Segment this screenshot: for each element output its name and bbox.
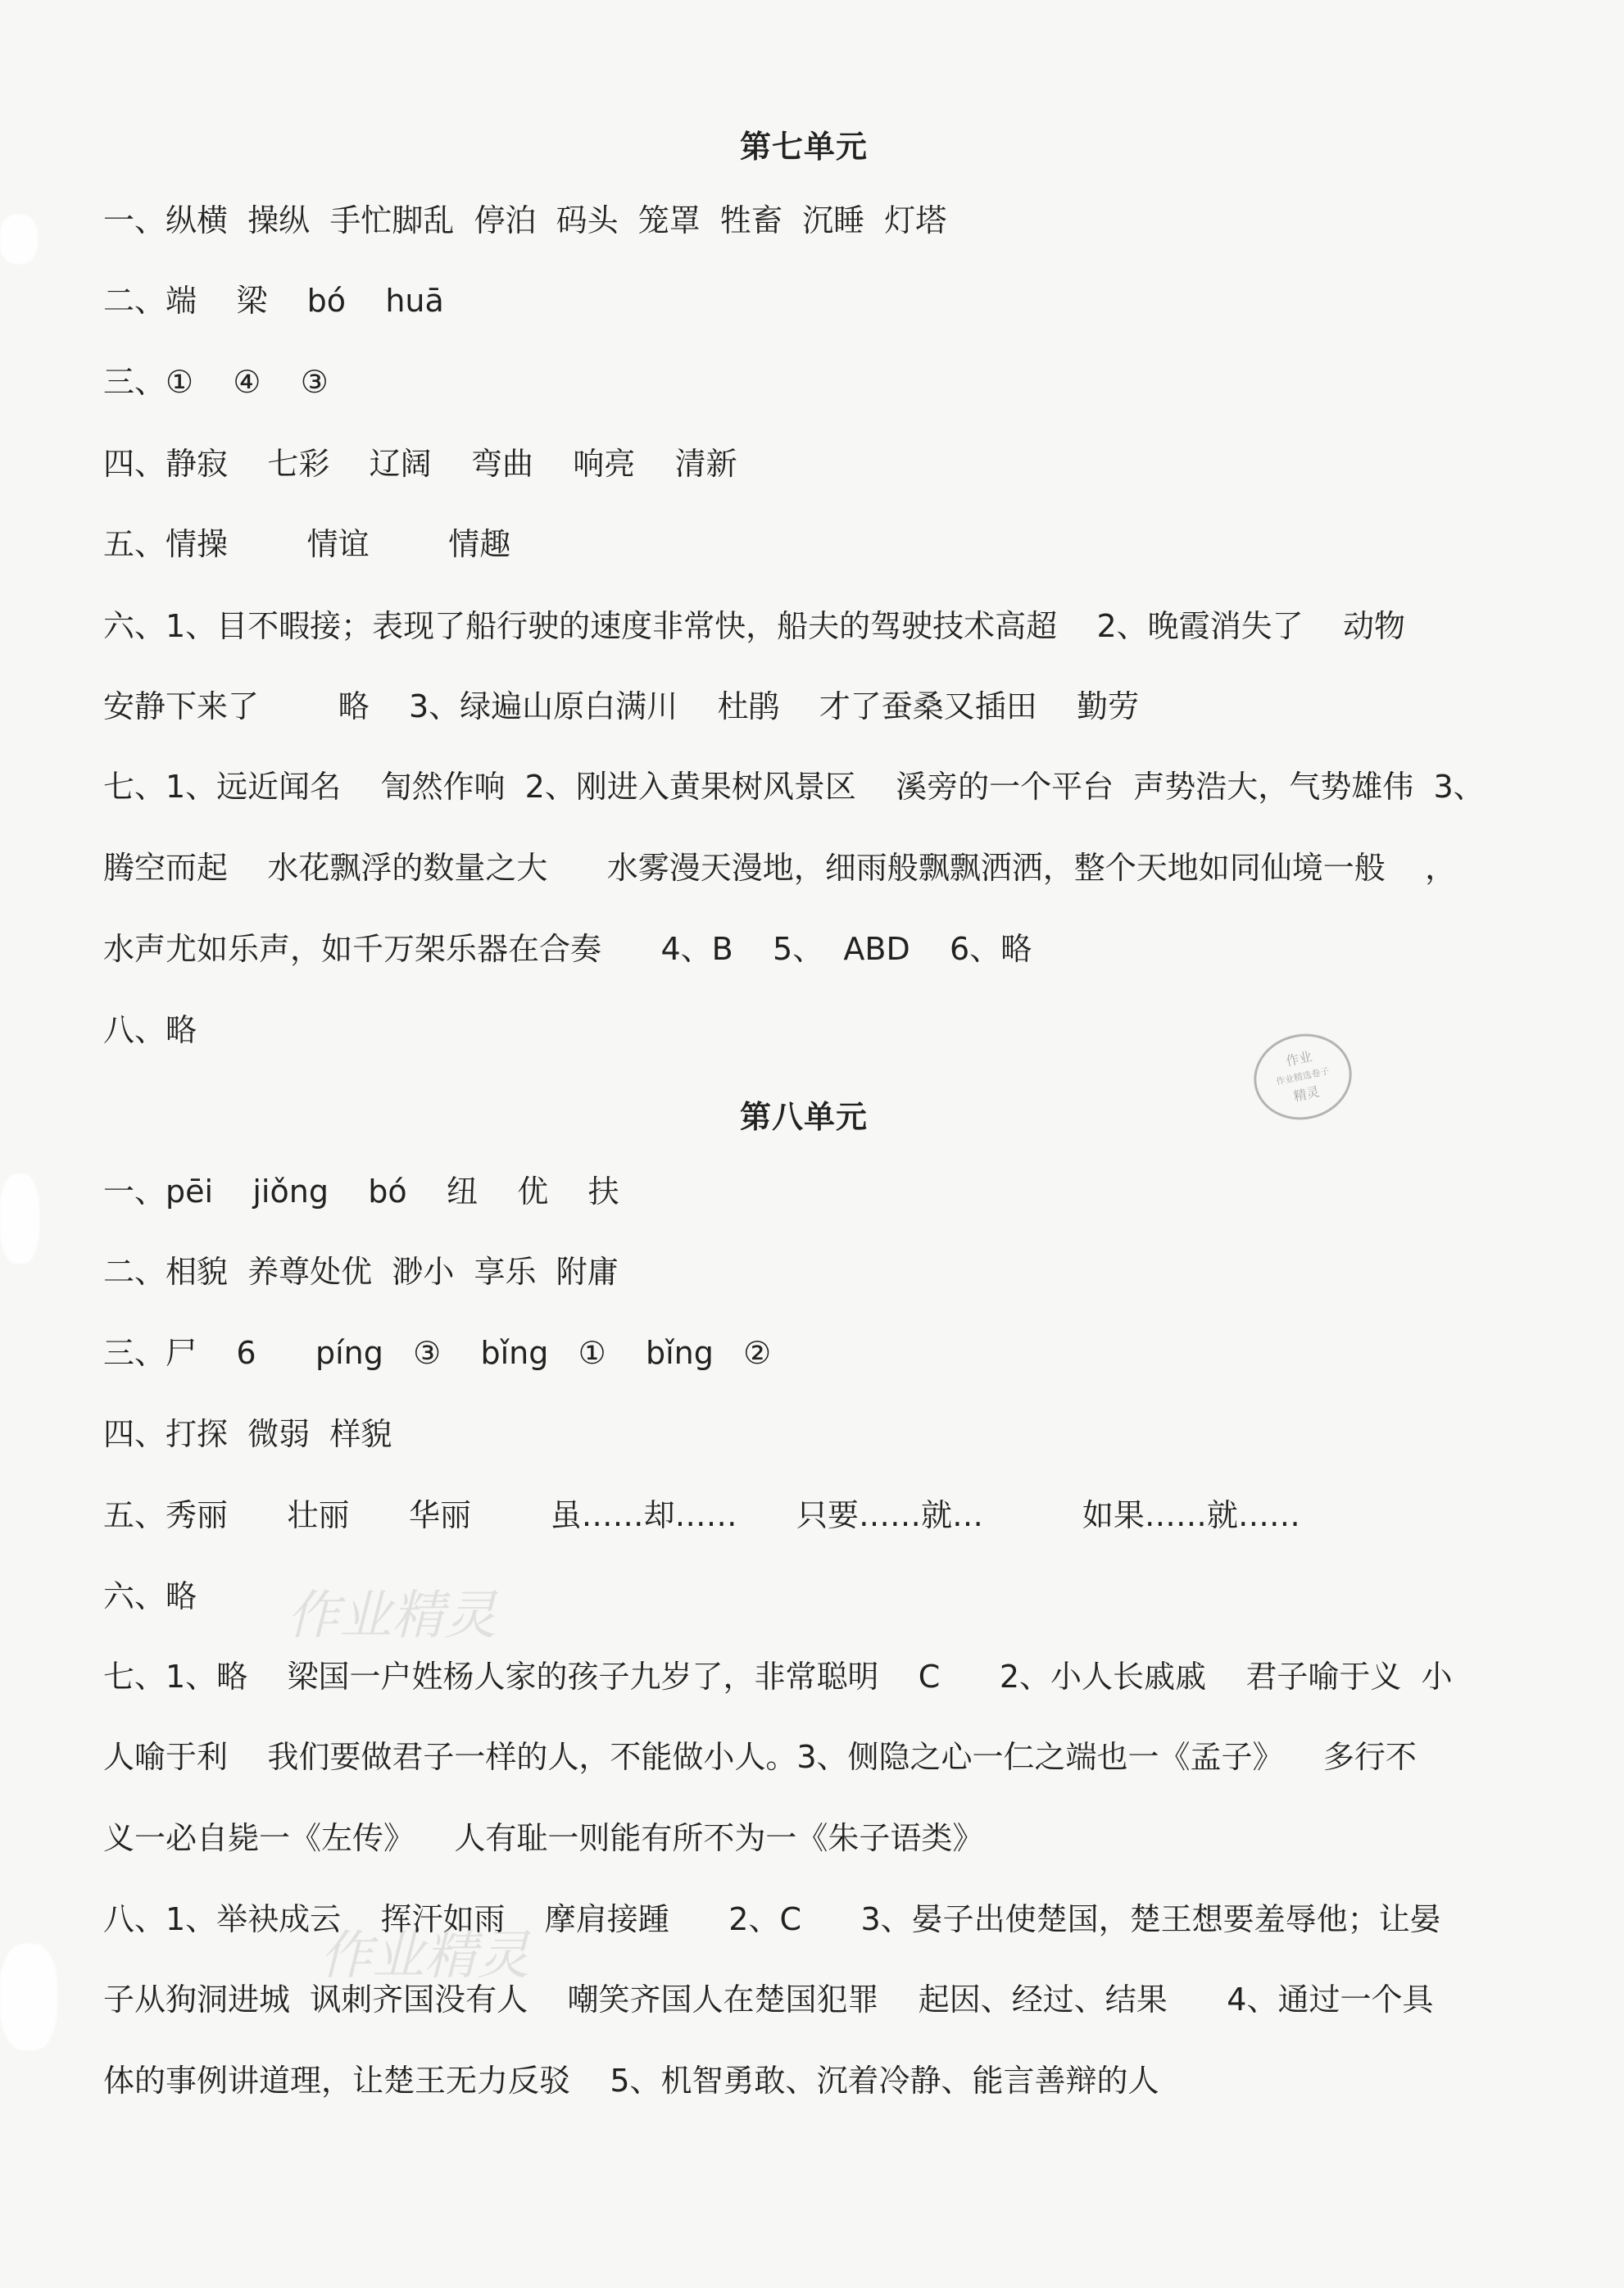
unit7-line-6: 六、1、目不暇接；表现了船行驶的速度非常快，船夫的驾驶技术高超 2、晚霞消失了 动物 — [103, 608, 1405, 644]
unit7-line-10: 水声尤如乐声，如千万架乐器在合奏 4、B 5、 ABD 6、略 — [103, 931, 1032, 967]
stamp-text-2: 作业精选卷子 — [1275, 1065, 1331, 1087]
unit7-line-9: 腾空而起 水花飘浮的数量之大 水雾漫天漫地，细雨般飘飘洒洒，整个天地如同仙境一般 ， — [103, 850, 1457, 886]
watermark-1: 作业精灵 — [287, 1586, 497, 1646]
torn-edge-bottom — [0, 1944, 57, 2050]
unit8-line-12: 体的事例讲道理，让楚王无力反驳 5、机智勇敢、沉着冷静、能言善辩的人 — [103, 2063, 1159, 2099]
watermark-2: 作业精灵 — [320, 1926, 529, 1986]
unit8-line-6: 六、略 — [103, 1578, 197, 1614]
unit8-line-3: 三、尸 6 píng ③ bǐng ① bǐng ② — [103, 1335, 772, 1371]
torn-edge-top — [0, 215, 38, 264]
torn-edge-middle — [0, 1174, 39, 1264]
unit8-line-8: 人喻于利 我们要做君子一样的人，不能做小人。3、侧隐之心一仁之端也一《孟子》 多行不 — [103, 1739, 1417, 1775]
unit7-line-4: 四、静寂 七彩 辽阔 弯曲 响亮 清新 — [103, 446, 737, 482]
unit8-line-4: 四、打探 微弱 样貌 — [103, 1416, 392, 1452]
unit8-title: 第八单元 — [739, 1099, 868, 1135]
unit8-line-9: 义一必自毙一《左传》 人有耻一则能有所不为一《朱子语类》 — [103, 1820, 984, 1856]
unit7-line-2: 二、端 梁 bó huā — [103, 283, 444, 319]
unit7-line-1: 一、纵横 操纵 手忙脚乱 停泊 码头 笼罩 牲畜 沉睡 灯塔 — [103, 202, 947, 238]
unit8-line-11: 子从狗洞进城 讽刺齐国没有人 嘲笑齐国人在楚国犯罪 起因、经过、结果 4、通过一个具 — [103, 1982, 1434, 2018]
unit8-line-5: 五、秀丽 壮丽 华丽 虽……却…… 只要……就… 如果……就…… — [103, 1497, 1300, 1533]
unit7-line-11: 八、略 — [103, 1012, 197, 1048]
stamp-text-1: 作业 — [1284, 1048, 1313, 1069]
unit7-line-3: 三、① ④ ③ — [103, 364, 329, 400]
unit7-line-5: 五、情操 情谊 情趣 — [103, 526, 511, 562]
unit7-line-7: 安静下来了 略 3、绿遍山原白满川 杜鹃 才了蚕桑又插田 勤劳 — [103, 688, 1140, 724]
stamp-text-3: 精灵 — [1291, 1083, 1322, 1105]
unit8-line-10: 八、1、举袂成云 挥汗如雨 摩肩接踵 2、C 3、晏子出使楚国，楚王想要羞辱他；让晏 — [103, 1901, 1441, 1937]
unit7-line-8: 七、1、远近闻名 訇然作响 2、刚进入黄果树风景区 溪旁的一个平台 声势浩大，气势雄伟 3、 — [103, 769, 1485, 805]
unit8-line-2: 二、相貌 养尊处优 渺小 享乐 附庸 — [103, 1254, 619, 1290]
unit8-line-1: 一、pēi jiǒng bó 纽 优 扶 — [103, 1174, 619, 1210]
unit8-line-7: 七、1、略 梁国一户姓杨人家的孩子九岁了，非常聪明 C 2、小人长戚戚 君子喻于义 小 — [103, 1659, 1453, 1695]
unit7-title: 第七单元 — [739, 129, 868, 165]
